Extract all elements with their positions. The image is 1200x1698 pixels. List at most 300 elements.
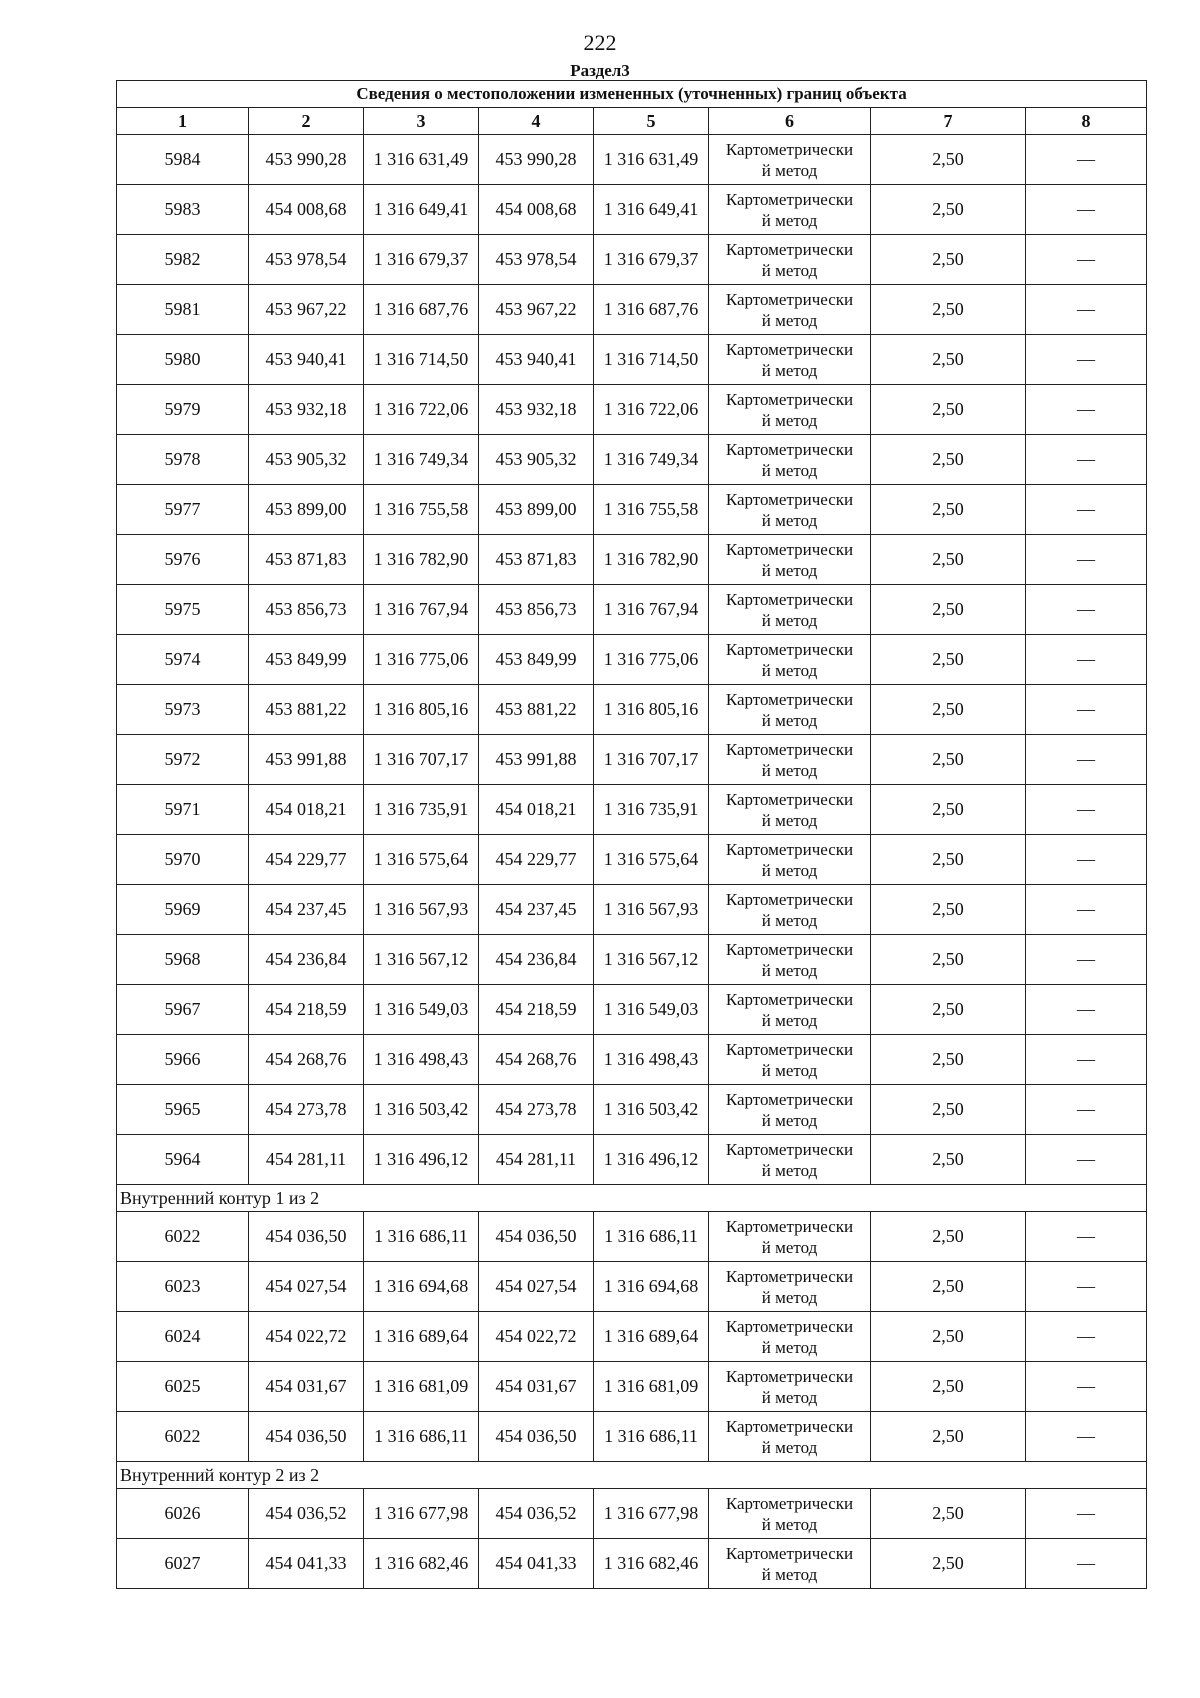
method-line-1: Картометрически (725, 1366, 854, 1386)
method-line-1: Картометрически (725, 289, 854, 309)
x-coordinate-new: 454 031,67 (479, 1362, 594, 1412)
accuracy-value: 2,50 (871, 135, 1026, 185)
y-coordinate-new: 1 316 805,16 (594, 685, 709, 735)
point-number: 5967 (117, 985, 249, 1035)
method-line-2: й метод (761, 410, 818, 430)
table-row (117, 1362, 1147, 1412)
method-line-2: й метод (761, 1110, 818, 1130)
method-cell (709, 235, 871, 285)
x-coordinate: 454 218,59 (249, 985, 364, 1035)
table-row (117, 535, 1147, 585)
x-coordinate-new: 453 856,73 (479, 585, 594, 635)
method-line-1: Картометрически (725, 1266, 854, 1286)
y-coordinate: 1 316 805,16 (364, 685, 479, 735)
x-coordinate: 454 036,50 (249, 1212, 364, 1262)
table-row (117, 135, 1147, 185)
method-line-2: й метод (761, 160, 818, 180)
accuracy-value: 2,50 (871, 935, 1026, 985)
method-cell (709, 585, 871, 635)
method-line-2: й метод (761, 310, 818, 330)
method-cell (709, 485, 871, 535)
method-cell (709, 1212, 871, 1262)
method-cell (709, 685, 871, 735)
x-coordinate: 453 940,41 (249, 335, 364, 385)
table-row (117, 685, 1147, 735)
method-line-1: Картометрически (725, 439, 854, 459)
y-coordinate: 1 316 767,94 (364, 585, 479, 635)
y-coordinate-new: 1 316 782,90 (594, 535, 709, 585)
method-line-2: й метод (761, 210, 818, 230)
accuracy-value: 2,50 (871, 635, 1026, 685)
x-coordinate-new: 454 229,77 (479, 835, 594, 885)
column-number: 6 (709, 108, 871, 135)
column-number: 8 (1026, 108, 1147, 135)
y-coordinate-new: 1 316 631,49 (594, 135, 709, 185)
table-row (117, 835, 1147, 885)
method-line-1: Картометрически (725, 1416, 854, 1436)
point-number: 5977 (117, 485, 249, 535)
accuracy-value: 2,50 (871, 585, 1026, 635)
point-number: 5966 (117, 1035, 249, 1085)
method-cell (709, 1262, 871, 1312)
y-coordinate: 1 316 686,11 (364, 1412, 479, 1462)
table-row (117, 185, 1147, 235)
accuracy-value: 2,50 (871, 685, 1026, 735)
x-coordinate-new: 454 036,50 (479, 1212, 594, 1262)
point-number: 5979 (117, 385, 249, 435)
x-coordinate: 454 036,52 (249, 1489, 364, 1539)
y-coordinate-new: 1 316 749,34 (594, 435, 709, 485)
method-line-2: й метод (761, 1514, 818, 1534)
x-coordinate-new: 453 940,41 (479, 335, 594, 385)
table-row (117, 735, 1147, 785)
description-dash: — (1026, 1489, 1147, 1539)
point-number: 6027 (117, 1539, 249, 1589)
description-dash: — (1026, 435, 1147, 485)
x-coordinate: 453 932,18 (249, 385, 364, 435)
description-dash: — (1026, 1362, 1147, 1412)
method-line-2: й метод (761, 1160, 818, 1180)
point-number: 5965 (117, 1085, 249, 1135)
accuracy-value: 2,50 (871, 535, 1026, 585)
point-number: 5975 (117, 585, 249, 635)
method-line-2: й метод (761, 560, 818, 580)
table-row (117, 335, 1147, 385)
y-coordinate: 1 316 686,11 (364, 1212, 479, 1262)
method-line-1: Картометрически (725, 1139, 854, 1159)
x-coordinate: 454 229,77 (249, 835, 364, 885)
point-number: 6022 (117, 1212, 249, 1262)
accuracy-value: 2,50 (871, 485, 1026, 535)
method-line-2: й метод (761, 1237, 818, 1257)
y-coordinate-new: 1 316 567,12 (594, 935, 709, 985)
y-coordinate: 1 316 755,58 (364, 485, 479, 535)
table-row (117, 1035, 1147, 1085)
y-coordinate: 1 316 714,50 (364, 335, 479, 385)
y-coordinate: 1 316 707,17 (364, 735, 479, 785)
method-line-2: й метод (761, 1387, 818, 1407)
method-cell (709, 1312, 871, 1362)
point-number: 5973 (117, 685, 249, 735)
x-coordinate-new: 453 849,99 (479, 635, 594, 685)
method-line-2: й метод (761, 1337, 818, 1357)
x-coordinate-new: 454 236,84 (479, 935, 594, 985)
point-number: 5968 (117, 935, 249, 985)
method-line-1: Картометрически (725, 389, 854, 409)
method-line-2: й метод (761, 710, 818, 730)
description-dash: — (1026, 835, 1147, 885)
x-coordinate: 453 967,22 (249, 285, 364, 335)
description-dash: — (1026, 235, 1147, 285)
x-coordinate: 453 856,73 (249, 585, 364, 635)
method-cell (709, 735, 871, 785)
method-line-2: й метод (761, 910, 818, 930)
method-line-1: Картометрически (725, 739, 854, 759)
column-number: 1 (117, 108, 249, 135)
table-row (117, 285, 1147, 335)
table-row (117, 1539, 1147, 1589)
table-row (117, 885, 1147, 935)
x-coordinate: 454 237,45 (249, 885, 364, 935)
x-coordinate-new: 454 268,76 (479, 1035, 594, 1085)
accuracy-value: 2,50 (871, 835, 1026, 885)
method-cell (709, 635, 871, 685)
x-coordinate: 454 273,78 (249, 1085, 364, 1135)
y-coordinate: 1 316 735,91 (364, 785, 479, 835)
x-coordinate: 453 871,83 (249, 535, 364, 585)
page-number: 222 (583, 30, 617, 55)
description-dash: — (1026, 135, 1147, 185)
method-line-1: Картометрически (725, 1039, 854, 1059)
accuracy-value: 2,50 (871, 1212, 1026, 1262)
method-line-1: Картометрически (725, 1543, 854, 1563)
method-line-1: Картометрически (725, 1089, 854, 1109)
method-line-1: Картометрически (725, 589, 854, 609)
y-coordinate: 1 316 689,64 (364, 1312, 479, 1362)
method-cell (709, 385, 871, 435)
y-coordinate-new: 1 316 575,64 (594, 835, 709, 885)
method-line-1: Картометрически (725, 239, 854, 259)
x-coordinate: 453 905,32 (249, 435, 364, 485)
x-coordinate-new: 454 008,68 (479, 185, 594, 235)
point-number: 5976 (117, 535, 249, 585)
x-coordinate-new: 453 932,18 (479, 385, 594, 435)
y-coordinate-new: 1 316 686,11 (594, 1212, 709, 1262)
y-coordinate-new: 1 316 503,42 (594, 1085, 709, 1135)
description-dash: — (1026, 485, 1147, 535)
y-coordinate-new: 1 316 694,68 (594, 1262, 709, 1312)
table-row (117, 985, 1147, 1035)
x-coordinate-new: 454 022,72 (479, 1312, 594, 1362)
x-coordinate-new: 454 237,45 (479, 885, 594, 935)
accuracy-value: 2,50 (871, 435, 1026, 485)
table-row (117, 1312, 1147, 1362)
description-dash: — (1026, 185, 1147, 235)
accuracy-value: 2,50 (871, 735, 1026, 785)
description-dash: — (1026, 1035, 1147, 1085)
method-line-2: й метод (761, 660, 818, 680)
column-number: 2 (249, 108, 364, 135)
method-line-2: й метод (761, 1564, 818, 1584)
x-coordinate-new: 453 967,22 (479, 285, 594, 335)
point-number: 5971 (117, 785, 249, 835)
accuracy-value: 2,50 (871, 285, 1026, 335)
y-coordinate-new: 1 316 649,41 (594, 185, 709, 235)
point-number: 5982 (117, 235, 249, 285)
accuracy-value: 2,50 (871, 1085, 1026, 1135)
x-coordinate: 454 036,50 (249, 1412, 364, 1462)
accuracy-value: 2,50 (871, 1489, 1026, 1539)
method-line-2: й метод (761, 810, 818, 830)
y-coordinate: 1 316 549,03 (364, 985, 479, 1035)
method-line-1: Картометрически (725, 1216, 854, 1236)
x-coordinate: 454 018,21 (249, 785, 364, 835)
method-line-2: й метод (761, 760, 818, 780)
accuracy-value: 2,50 (871, 1135, 1026, 1185)
y-coordinate-new: 1 316 677,98 (594, 1489, 709, 1539)
x-coordinate-new: 454 273,78 (479, 1085, 594, 1135)
coordinates-table (116, 80, 1147, 1589)
accuracy-value: 2,50 (871, 1312, 1026, 1362)
x-coordinate: 453 881,22 (249, 685, 364, 735)
description-dash: — (1026, 1262, 1147, 1312)
y-coordinate: 1 316 503,42 (364, 1085, 479, 1135)
x-coordinate: 454 236,84 (249, 935, 364, 985)
y-coordinate: 1 316 679,37 (364, 235, 479, 285)
accuracy-value: 2,50 (871, 785, 1026, 835)
point-number: 5970 (117, 835, 249, 885)
table-row (117, 1489, 1147, 1539)
x-coordinate-new: 454 041,33 (479, 1539, 594, 1589)
table-row (117, 1212, 1147, 1262)
method-line-1: Картометрически (725, 939, 854, 959)
x-coordinate-new: 453 978,54 (479, 235, 594, 285)
x-coordinate: 454 281,11 (249, 1135, 364, 1185)
y-coordinate: 1 316 749,34 (364, 435, 479, 485)
description-dash: — (1026, 1539, 1147, 1589)
x-coordinate-new: 453 905,32 (479, 435, 594, 485)
method-cell (709, 935, 871, 985)
table-row (117, 585, 1147, 635)
y-coordinate-new: 1 316 687,76 (594, 285, 709, 335)
table-row (117, 785, 1147, 835)
table-row (117, 935, 1147, 985)
method-line-2: й метод (761, 360, 818, 380)
y-coordinate-new: 1 316 707,17 (594, 735, 709, 785)
table-row (117, 385, 1147, 435)
column-number: 4 (479, 108, 594, 135)
accuracy-value: 2,50 (871, 185, 1026, 235)
accuracy-value: 2,50 (871, 385, 1026, 435)
description-dash: — (1026, 385, 1147, 435)
x-coordinate-new: 453 871,83 (479, 535, 594, 585)
contour-header-row (117, 1462, 1147, 1489)
method-cell (709, 435, 871, 485)
method-cell (709, 835, 871, 885)
x-coordinate-new: 454 218,59 (479, 985, 594, 1035)
table-caption: Сведения о местоположении измененных (уточненных) границ объекта (117, 81, 1147, 108)
method-cell (709, 1135, 871, 1185)
point-number: 6023 (117, 1262, 249, 1312)
method-line-2: й метод (761, 960, 818, 980)
accuracy-value: 2,50 (871, 1362, 1026, 1412)
description-dash: — (1026, 1135, 1147, 1185)
y-coordinate-new: 1 316 498,43 (594, 1035, 709, 1085)
x-coordinate: 454 031,67 (249, 1362, 364, 1412)
column-number: 3 (364, 108, 479, 135)
table-row (117, 1135, 1147, 1185)
description-dash: — (1026, 585, 1147, 635)
description-dash: — (1026, 535, 1147, 585)
y-coordinate: 1 316 687,76 (364, 285, 479, 335)
description-dash: — (1026, 1412, 1147, 1462)
accuracy-value: 2,50 (871, 1539, 1026, 1589)
x-coordinate: 454 022,72 (249, 1312, 364, 1362)
column-number: 5 (594, 108, 709, 135)
x-coordinate-new: 453 899,00 (479, 485, 594, 535)
method-cell (709, 1085, 871, 1135)
point-number: 5964 (117, 1135, 249, 1185)
accuracy-value: 2,50 (871, 885, 1026, 935)
y-coordinate-new: 1 316 549,03 (594, 985, 709, 1035)
contour-title: Внутренний контур 1 из 2 (117, 1185, 1147, 1212)
description-dash: — (1026, 885, 1147, 935)
method-cell (709, 1035, 871, 1085)
y-coordinate-new: 1 316 775,06 (594, 635, 709, 685)
method-line-1: Картометрически (725, 189, 854, 209)
accuracy-value: 2,50 (871, 235, 1026, 285)
y-coordinate: 1 316 567,12 (364, 935, 479, 985)
x-coordinate-new: 454 036,52 (479, 1489, 594, 1539)
table-caption-row (117, 81, 1147, 108)
table-row (117, 485, 1147, 535)
method-line-2: й метод (761, 260, 818, 280)
y-coordinate: 1 316 682,46 (364, 1539, 479, 1589)
table-row (117, 1412, 1147, 1462)
method-cell (709, 1539, 871, 1589)
contour-header-row (117, 1185, 1147, 1212)
method-line-1: Картометрически (725, 989, 854, 1009)
method-line-1: Картометрически (725, 639, 854, 659)
y-coordinate: 1 316 722,06 (364, 385, 479, 435)
method-line-2: й метод (761, 1287, 818, 1307)
x-coordinate-new: 454 027,54 (479, 1262, 594, 1312)
y-coordinate-new: 1 316 679,37 (594, 235, 709, 285)
point-number: 5983 (117, 185, 249, 235)
y-coordinate-new: 1 316 689,64 (594, 1312, 709, 1362)
description-dash: — (1026, 635, 1147, 685)
x-coordinate-new: 453 991,88 (479, 735, 594, 785)
method-cell (709, 885, 871, 935)
method-line-1: Картометрически (725, 689, 854, 709)
point-number: 5984 (117, 135, 249, 185)
x-coordinate-new: 454 018,21 (479, 785, 594, 835)
description-dash: — (1026, 1085, 1147, 1135)
description-dash: — (1026, 1212, 1147, 1262)
point-number: 5980 (117, 335, 249, 385)
y-coordinate-new: 1 316 682,46 (594, 1539, 709, 1589)
table-row (117, 1262, 1147, 1312)
column-number: 7 (871, 108, 1026, 135)
method-line-2: й метод (761, 860, 818, 880)
y-coordinate-new: 1 316 735,91 (594, 785, 709, 835)
method-line-1: Картометрически (725, 1493, 854, 1513)
x-coordinate: 453 849,99 (249, 635, 364, 685)
method-line-2: й метод (761, 610, 818, 630)
method-cell (709, 185, 871, 235)
method-line-1: Картометрически (725, 539, 854, 559)
method-cell (709, 135, 871, 185)
method-line-1: Картометрически (725, 339, 854, 359)
y-coordinate: 1 316 694,68 (364, 1262, 479, 1312)
y-coordinate: 1 316 775,06 (364, 635, 479, 685)
accuracy-value: 2,50 (871, 335, 1026, 385)
method-line-2: й метод (761, 510, 818, 530)
x-coordinate: 453 978,54 (249, 235, 364, 285)
method-line-2: й метод (761, 1010, 818, 1030)
table-row (117, 635, 1147, 685)
x-coordinate: 454 041,33 (249, 1539, 364, 1589)
y-coordinate-new: 1 316 686,11 (594, 1412, 709, 1462)
description-dash: — (1026, 735, 1147, 785)
description-dash: — (1026, 285, 1147, 335)
y-coordinate-new: 1 316 767,94 (594, 585, 709, 635)
y-coordinate: 1 316 567,93 (364, 885, 479, 935)
method-cell (709, 285, 871, 335)
x-coordinate: 453 899,00 (249, 485, 364, 535)
description-dash: — (1026, 785, 1147, 835)
x-coordinate-new: 454 281,11 (479, 1135, 594, 1185)
description-dash: — (1026, 935, 1147, 985)
method-line-1: Картометрически (725, 1316, 854, 1336)
point-number: 5969 (117, 885, 249, 935)
x-coordinate: 454 268,76 (249, 1035, 364, 1085)
x-coordinate: 453 990,28 (249, 135, 364, 185)
y-coordinate: 1 316 782,90 (364, 535, 479, 585)
point-number: 5981 (117, 285, 249, 335)
table-row (117, 235, 1147, 285)
x-coordinate: 454 027,54 (249, 1262, 364, 1312)
method-cell (709, 785, 871, 835)
method-cell (709, 1362, 871, 1412)
accuracy-value: 2,50 (871, 1035, 1026, 1085)
table-row (117, 435, 1147, 485)
x-coordinate-new: 454 036,50 (479, 1412, 594, 1462)
x-coordinate: 454 008,68 (249, 185, 364, 235)
y-coordinate: 1 316 677,98 (364, 1489, 479, 1539)
accuracy-value: 2,50 (871, 985, 1026, 1035)
y-coordinate-new: 1 316 567,93 (594, 885, 709, 935)
y-coordinate: 1 316 681,09 (364, 1362, 479, 1412)
method-line-1: Картометрически (725, 839, 854, 859)
y-coordinate: 1 316 631,49 (364, 135, 479, 185)
table-row (117, 1085, 1147, 1135)
method-cell (709, 535, 871, 585)
point-number: 6025 (117, 1362, 249, 1412)
accuracy-value: 2,50 (871, 1262, 1026, 1312)
method-line-1: Картометрически (725, 139, 854, 159)
description-dash: — (1026, 335, 1147, 385)
contour-title: Внутренний контур 2 из 2 (117, 1462, 1147, 1489)
point-number: 5972 (117, 735, 249, 785)
description-dash: — (1026, 985, 1147, 1035)
point-number: 6022 (117, 1412, 249, 1462)
x-coordinate: 453 991,88 (249, 735, 364, 785)
point-number: 6024 (117, 1312, 249, 1362)
description-dash: — (1026, 685, 1147, 735)
method-cell (709, 1489, 871, 1539)
method-cell (709, 1412, 871, 1462)
